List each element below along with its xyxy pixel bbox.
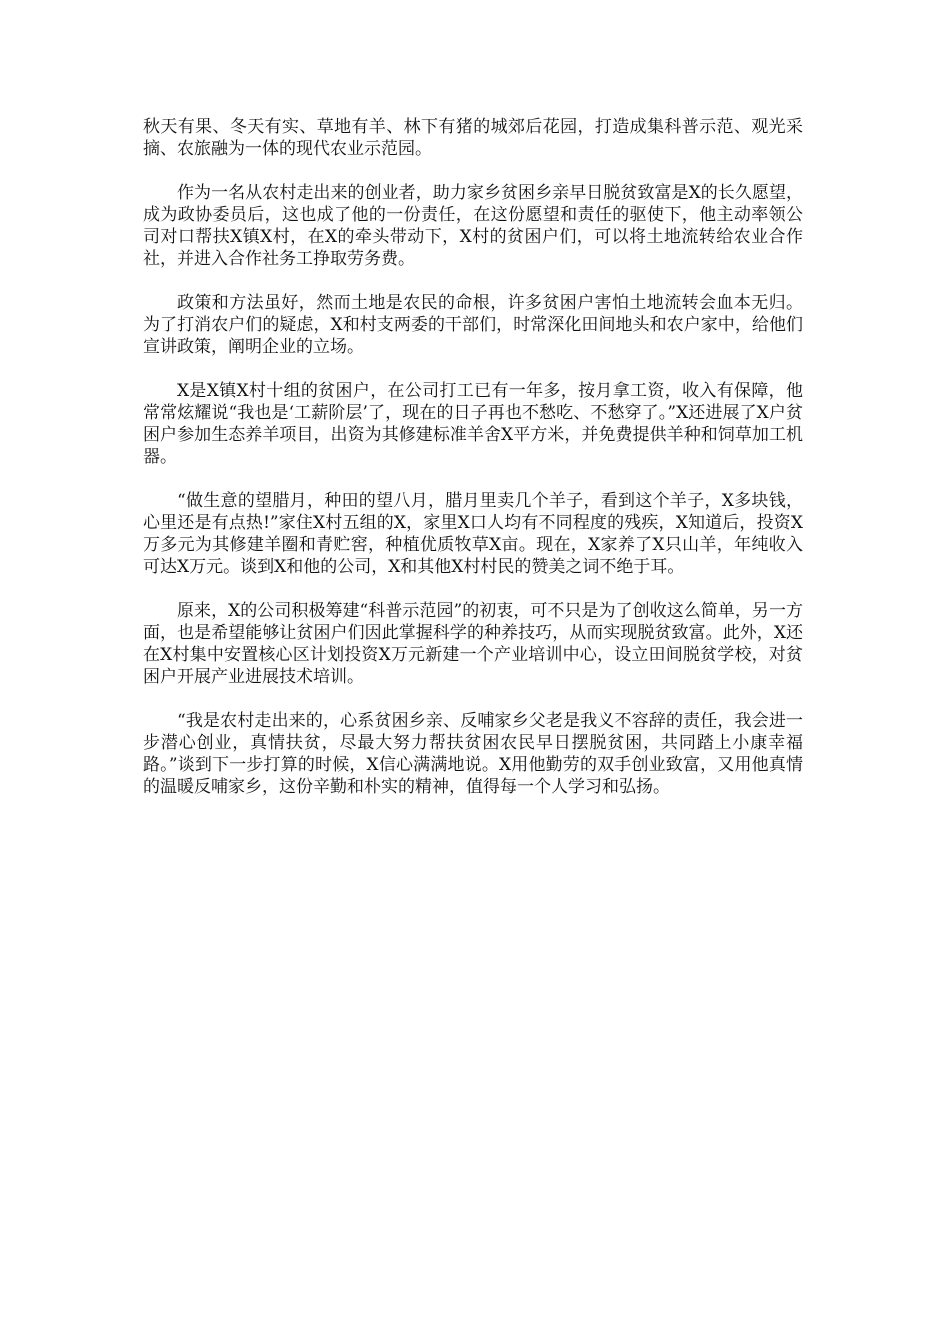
paragraph-7: “我是农村走出来的，心系贫困乡亲、反哺家乡父老是我义不容辞的责任，我会进一步潜心创业，真情扶贫，尽最大努力帮扶贫困农民早日摆脱贫困，共同踏上小康幸福路。”谈到下一步打算的时候，X信心满满地说。X用他勤劳的双手创业致富，又用他真情的温暖反哺家乡，这份辛勤和朴实的精神，值得每一个人学习和弘扬。 — [143, 711, 803, 797]
paragraph-1: 秋天有果、冬天有实、草地有羊、林下有猪的城郊后花园，打造成集科普示范、观光采摘、农旅融为一体的现代农业示范园。 — [143, 117, 803, 159]
paragraph-4: X是X镇X村十组的贫困户，在公司打工已有一年多，按月拿工资，收入有保障，他常常炫耀说“我也是‘工薪阶层’了，现在的日子再也不愁吃、不愁穿了。”X还进展了X户贫困户参加生态养羊项目，出资为其修建标准羊舍X平方米，并免费提供羊种和饲草加工机器。 — [143, 381, 803, 467]
document-body — [143, 116, 803, 820]
paragraph-5: “做生意的望腊月，种田的望八月，腊月里卖几个羊子，看到这个羊子，X多块钱，心里还是有点热!”家住X村五组的X，家里X口人均有不同程度的残疾，X知道后，投资X万多元为其修建羊圈和青贮窖，种植优质牧草X亩。现在，X家养了X只山羊，年纯收入可达X万元。谈到X和他的公司，X和其他X村村民的赞美之词不绝于耳。 — [143, 491, 803, 577]
paragraph-6: 原来，X的公司积极筹建“科普示范园”的初衷，可不只是为了创收这么简单，另一方面，也是希望能够让贫困户们因此掌握科学的种养技巧，从而实现脱贫致富。此外，X还在X村集中安置核心区计划投资X万元新建一个产业培训中心，设立田间脱贫学校，对贫困户开展产业进展技术培训。 — [143, 601, 803, 687]
paragraph-2: 作为一名从农村走出来的创业者，助力家乡贫困乡亲早日脱贫致富是X的长久愿望，成为政协委员后，这也成了他的一份责任，在这份愿望和责任的驱使下，他主动率领公司对口帮扶X镇X村，在X的牵头带动下，X村的贫困户们，可以将土地流转给农业合作社，并进入合作社务工挣取劳务费。 — [143, 183, 803, 269]
paragraph-3: 政策和方法虽好，然而土地是农民的命根，许多贫困户害怕土地流转会血本无归。为了打消农户们的疑虑，X和村支两委的干部们，时常深化田间地头和农户家中，给他们宣讲政策，阐明企业的立场。 — [143, 293, 803, 357]
